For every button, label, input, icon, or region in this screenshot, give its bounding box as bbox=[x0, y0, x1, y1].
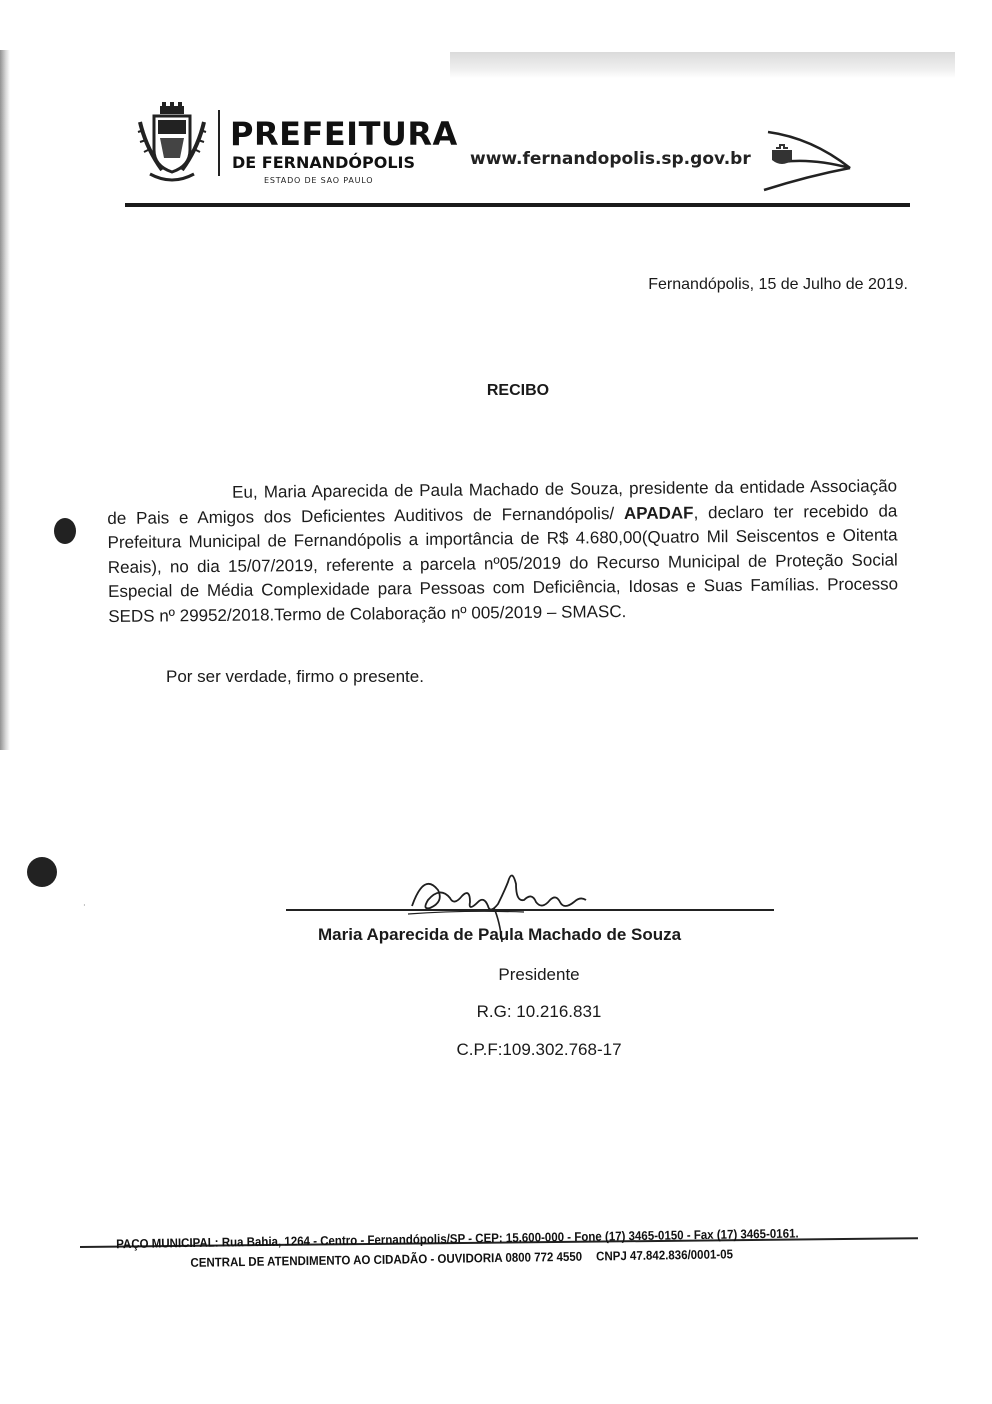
signer-cpf: C.P.F:109.302.768-17 bbox=[456, 1040, 622, 1059]
signer-name: Maria Aparecida de Paula Machado de Souza bbox=[318, 925, 682, 944]
body-text-part2: , declaro ter recebido da Prefeitura Municipal de Fernandópolis a importância de R$ 4.680,00(Quatro Mil Seiscentos e Oitenta Reais), no dia 15/07/2019, referente a parcela nº05/2019 do Recurso Municipal de Proteção Social Especial de Média Complexidade para Pessoas com Deficiência, Idosas e Suas Famílias. Processo SEDS nº 29952/2018.Termo de Colaboração nº 005/2019 – SMASC. bbox=[107, 501, 899, 626]
body-text-part1: Eu, Maria Aparecida de Paula Machado de Souza, presidente da entidade Associação de Pais e Amigos dos Deficientes Auditivos de Fernandópolis/ bbox=[107, 476, 898, 528]
punch-hole-top bbox=[54, 518, 76, 544]
letterhead-divider bbox=[218, 110, 220, 176]
letterhead-rule bbox=[125, 203, 910, 207]
closing-line: Por ser verdade, firmo o presente. bbox=[166, 667, 424, 686]
coat-of-arms-icon bbox=[132, 102, 212, 184]
org-subtitle: DE FERNANDÓPOLIS bbox=[232, 153, 416, 172]
scan-shadow-left bbox=[0, 50, 10, 750]
document-title: RECIBO bbox=[486, 382, 550, 399]
footer bbox=[116, 1223, 907, 1275]
scan-shadow-top bbox=[450, 52, 955, 78]
receipt-body bbox=[107, 474, 898, 629]
website-link[interactable]: www.fernandopolis.sp.gov.br bbox=[470, 149, 751, 169]
footer-address: PAÇO MUNICIPAL: Rua Bahia, 1264 - Centro - Fernandópolis/SP - CEP: 15.600-000 - Fone (17) 3465-0150 - Fax (17) 3465-0161. bbox=[116, 1227, 799, 1252]
date-line: Fernandópolis, 15 de Julho de 2019. bbox=[648, 276, 908, 293]
entity-acronym: APADAF bbox=[623, 502, 694, 523]
punch-hole-bottom bbox=[27, 857, 57, 887]
org-title: PREFEITURA bbox=[230, 115, 458, 153]
signer-role: Presidente bbox=[498, 965, 580, 984]
org-state: ESTADO DE SAO PAULO bbox=[264, 176, 374, 185]
pennant-icon bbox=[762, 128, 854, 192]
scan-speck: ˙ bbox=[83, 902, 87, 916]
footer-cnpj: CNPJ 47.842.836/0001-05 bbox=[596, 1248, 734, 1264]
signer-rg: R.G: 10.216.831 bbox=[476, 1002, 602, 1021]
footer-ouvidoria: CENTRAL DE ATENDIMENTO AO CIDADÃO - OUVIDORIA 0800 772 4550 bbox=[190, 1250, 583, 1271]
signature-line bbox=[286, 909, 774, 911]
letterhead bbox=[122, 100, 912, 220]
